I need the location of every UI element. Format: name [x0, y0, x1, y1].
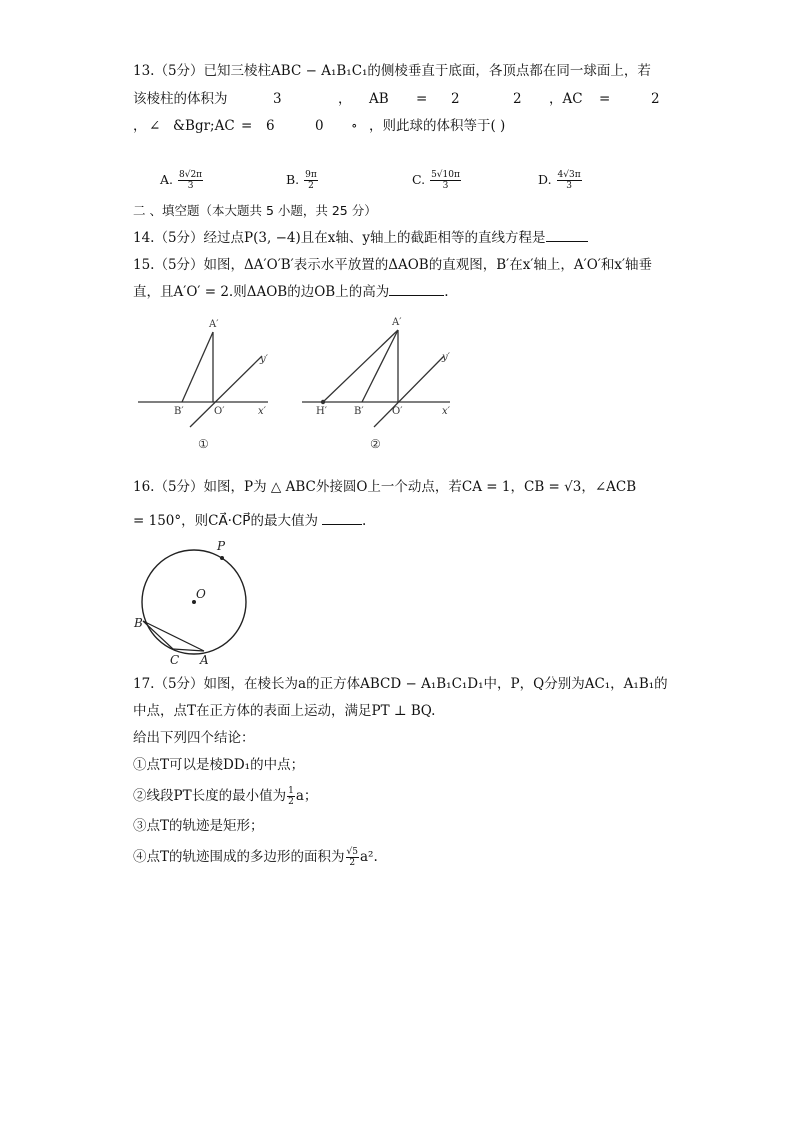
- q15-line2: 直，且A′O′ = 2.则ΔAOB的边OB上的高为 .: [133, 284, 449, 300]
- label-c: C: [170, 653, 180, 667]
- y-axis: [374, 356, 444, 427]
- q16-answer-blank[interactable]: [322, 512, 362, 525]
- label-a: A: [200, 653, 209, 667]
- label-b: B: [134, 616, 143, 630]
- option-label: A.: [160, 172, 174, 187]
- q17-line3: 给出下列四个结论：: [133, 730, 255, 746]
- q13-text: 该棱柱的体积为: [133, 91, 228, 107]
- q13-line1: 13.（5分）已知三棱柱ABC − A₁B₁C₁的侧棱垂直于底面，各顶点都在同一球面上，若: [133, 63, 651, 79]
- q13-comma: ，: [338, 91, 352, 107]
- y-axis: [190, 356, 262, 427]
- q14-line: [133, 229, 588, 247]
- q13-line3: [133, 117, 553, 135]
- q13-option-b[interactable]: [286, 170, 319, 191]
- q17-line2: 中点，点T在正方体的表面上运动，满足PT ⊥ BQ.: [133, 703, 436, 719]
- q17-c4-fraction: $\frac{√5}{2}$: [346, 847, 358, 868]
- option-fraction: $\frac{8√2\pi}{3}$: [179, 170, 203, 191]
- q13-angle-0: 0: [315, 118, 324, 134]
- q13-eq: =: [416, 91, 428, 107]
- q16-line1: 16.（5分）如图，P为 △ ABC外接圆O上一个动点，若CA = 1，CB = √3，∠ACB: [133, 479, 637, 495]
- q13-eq2: =: [599, 91, 611, 107]
- q17-c2-text: ②线段PT长度的最小值为: [133, 788, 287, 804]
- q13-eq3: =: [241, 118, 253, 134]
- option-fraction: $\frac{5√10\pi}{3}$: [431, 170, 460, 191]
- label-p: P: [217, 539, 226, 553]
- fig2-label-a: A′: [392, 317, 402, 328]
- fig1-label-x: x′: [258, 406, 266, 417]
- segment-bc: [143, 621, 173, 649]
- q15-text: 直，且A′O′ = 2.则ΔAOB的边OB上的高为: [133, 284, 390, 300]
- q15-figures: [130, 312, 460, 462]
- q15-figure-1: [138, 332, 268, 427]
- point-h: [321, 400, 325, 404]
- q13-ac-value: 2: [651, 91, 660, 107]
- q15-line1: 15.（5分）如图，ΔA′O′B′表示水平放置的ΔAOB的直观图，B′在x′轴上，A′O′和x′轴垂: [133, 257, 653, 273]
- q14-text: 14.（5分）经过点P(3, −4)且在x轴、y轴上的截距相等的直线方程是: [133, 230, 546, 246]
- option-label: D.: [538, 172, 552, 187]
- q13-option-a[interactable]: [160, 170, 204, 191]
- q13-question-end: ，则此球的体积等于( ): [369, 118, 506, 134]
- fig1-mark: ①: [198, 437, 209, 451]
- q17-c4-text: ④点T的轨迹围成的多边形的面积为: [133, 849, 345, 865]
- fig2-label-x: x′: [442, 406, 450, 417]
- segment-ba: [143, 621, 204, 651]
- q17-c4-tail: a².: [359, 849, 378, 865]
- q17-conclusion-2: [133, 786, 317, 807]
- q13-line2: [133, 90, 663, 108]
- q17-conclusion-3: ③点T的轨迹是矩形；: [133, 818, 264, 834]
- q16-text: = 150°，则CA⃗·CP⃗的最大值为: [133, 513, 318, 529]
- fig1-label-o: O′: [214, 406, 225, 417]
- ab-segment: [182, 332, 213, 402]
- q17-conclusion-1: ①点T可以是棱DD₁的中点；: [133, 757, 305, 773]
- fig1-label-b: B′: [174, 406, 184, 417]
- option-fraction: $\frac{4√3\pi}{3}$: [557, 170, 581, 191]
- fig1-label-a: A′: [209, 319, 219, 330]
- q13-degree: ∘: [351, 118, 358, 134]
- q14-answer-blank[interactable]: [546, 229, 588, 242]
- option-label: C.: [412, 172, 426, 187]
- q16-line2: = 150°，则CA⃗·CP⃗的最大值为 .: [133, 513, 367, 529]
- q13-angle-6: 6: [266, 118, 275, 134]
- q13-angle: ∠: [149, 118, 161, 134]
- label-o: O: [196, 587, 206, 601]
- q13-bac: &Bgr;AC: [173, 118, 235, 134]
- point-p: [220, 556, 224, 560]
- fig1-label-y: y′: [260, 354, 268, 365]
- q17-conclusion-4: [133, 847, 378, 868]
- fig2-label-y: y′: [442, 352, 450, 363]
- q13-volume-value: 3: [273, 91, 282, 107]
- fig2-label-h: H′: [316, 406, 327, 417]
- q13-comma2: ，: [133, 118, 147, 134]
- ab-segment: [362, 330, 398, 402]
- q13-ac-label: ，AC: [549, 91, 583, 107]
- q17-c2-fraction: $\frac{1}{2}$: [288, 786, 294, 807]
- q17-c2-tail: a；: [295, 788, 318, 804]
- q17-line1: 17.（5分）如图，在棱长为a的正方体ABCD − A₁B₁C₁D₁中，P，Q分别为AC₁，A₁B₁的: [133, 676, 668, 692]
- fig2-mark: ②: [370, 437, 381, 451]
- fig2-label-b: B′: [354, 406, 364, 417]
- q13-option-d[interactable]: [538, 170, 583, 191]
- q15-answer-blank[interactable]: [389, 283, 444, 296]
- option-fraction: $\frac{9\pi}{2}$: [305, 170, 317, 191]
- fig2-label-o: O′: [392, 406, 403, 417]
- ah-segment: [323, 330, 398, 402]
- q16-figure: [130, 535, 260, 670]
- section-fill-in-header: 二 、填空题（本大题共 5 小题，共 25 分）: [133, 203, 377, 218]
- q13-ab-value: 2: [451, 91, 460, 107]
- q13-ab-label: AB: [369, 91, 389, 107]
- q13-ab-root: 2: [513, 91, 522, 107]
- q13-option-c[interactable]: [412, 170, 462, 191]
- option-label: B.: [286, 172, 300, 187]
